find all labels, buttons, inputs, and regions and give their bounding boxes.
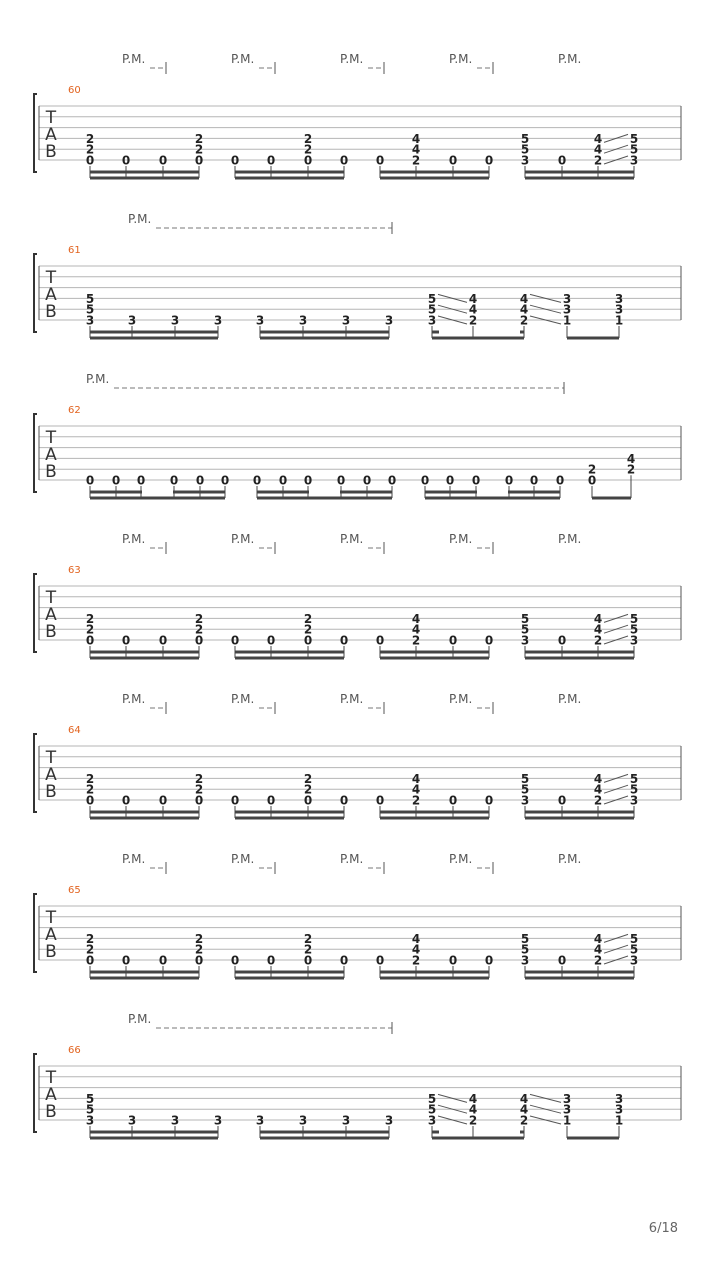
fret-number: 2 <box>194 131 204 146</box>
fret-number: 4 <box>593 131 603 146</box>
fret-number: 5 <box>85 291 95 306</box>
fret-number: 2 <box>85 611 95 626</box>
system-bracket <box>34 254 37 332</box>
palm-mute-label: P.M. <box>558 52 582 66</box>
palm-mute-label: P.M. <box>558 532 582 546</box>
fret-number: 4 <box>468 291 478 306</box>
fret-number: 3 <box>127 313 137 328</box>
palm-mute-label: P.M. <box>231 852 255 866</box>
fret-number: 0 <box>158 793 168 808</box>
page-number: 6/18 <box>648 1221 678 1236</box>
fret-number: 0 <box>375 793 385 808</box>
palm-mute-label: P.M. <box>128 1012 152 1026</box>
fret-number: 2 <box>593 633 603 648</box>
palm-mute-label: P.M. <box>340 52 364 66</box>
fret-number: 2 <box>194 771 204 786</box>
fret-number: 0 <box>303 953 313 968</box>
fret-number: 2 <box>303 622 313 637</box>
fret-number: 1 <box>562 313 572 328</box>
fret-number: 3 <box>562 291 572 306</box>
fret-number: 0 <box>387 473 397 488</box>
system-bracket <box>34 574 37 652</box>
fret-number: 0 <box>194 953 204 968</box>
fret-number: 2 <box>194 142 204 157</box>
fret-number: 4 <box>593 931 603 946</box>
fret-number: 5 <box>520 142 530 157</box>
measure-number: 64 <box>68 725 81 736</box>
fret-number: 0 <box>169 473 179 488</box>
fret-number: 4 <box>411 782 421 797</box>
fret-number: 3 <box>255 1113 265 1128</box>
fret-number: 5 <box>520 622 530 637</box>
measure-number: 65 <box>68 885 81 896</box>
fret-number: 2 <box>411 793 421 808</box>
fret-number: 2 <box>587 462 597 477</box>
fret-number: 0 <box>252 473 262 488</box>
fret-number: 0 <box>375 953 385 968</box>
tab-clef-letter: T <box>45 748 57 768</box>
fret-number: 0 <box>303 633 313 648</box>
fret-number: 2 <box>468 313 478 328</box>
fret-number: 3 <box>427 313 437 328</box>
fret-number: 2 <box>303 931 313 946</box>
tab-clef-letter: B <box>45 462 57 482</box>
fret-number: 3 <box>298 1113 308 1128</box>
tab-clef-letter: A <box>45 925 57 945</box>
fret-number: 3 <box>213 1113 223 1128</box>
fret-number: 0 <box>484 953 494 968</box>
fret-number: 0 <box>375 153 385 168</box>
fret-number: 2 <box>194 931 204 946</box>
fret-number: 3 <box>384 313 394 328</box>
fret-number: 5 <box>520 782 530 797</box>
fret-number: 3 <box>520 633 530 648</box>
palm-mute-label: P.M. <box>122 692 146 706</box>
fret-number: 3 <box>85 1113 95 1128</box>
fret-number: 3 <box>520 953 530 968</box>
fret-number: 3 <box>614 1102 624 1117</box>
fret-number: 0 <box>230 633 240 648</box>
tab-clef-letter: T <box>45 108 57 128</box>
fret-number: 3 <box>629 793 639 808</box>
tab-system <box>34 532 681 658</box>
fret-number: 3 <box>255 313 265 328</box>
palm-mute-label: P.M. <box>122 52 146 66</box>
fret-number: 4 <box>411 942 421 957</box>
fret-number: 4 <box>468 1091 478 1106</box>
system-bracket <box>34 1054 37 1132</box>
fret-number: 4 <box>593 142 603 157</box>
fret-number: 5 <box>629 942 639 957</box>
fret-number: 2 <box>194 611 204 626</box>
fret-number: 4 <box>411 931 421 946</box>
fret-number: 0 <box>448 953 458 968</box>
fret-number: 0 <box>266 633 276 648</box>
tab-clef-letter: A <box>45 445 57 465</box>
fret-number: 3 <box>298 313 308 328</box>
fret-number: 0 <box>121 953 131 968</box>
fret-number: 2 <box>85 931 95 946</box>
fret-number: 2 <box>303 771 313 786</box>
tab-clef-letter: B <box>45 782 57 802</box>
fret-number: 0 <box>230 793 240 808</box>
fret-number: 0 <box>158 633 168 648</box>
fret-number: 0 <box>448 153 458 168</box>
fret-number: 0 <box>111 473 121 488</box>
tab-clef-letter: B <box>45 302 57 322</box>
fret-number: 4 <box>519 302 529 317</box>
fret-number: 2 <box>85 622 95 637</box>
fret-number: 4 <box>593 771 603 786</box>
fret-number: 0 <box>194 793 204 808</box>
fret-number: 2 <box>303 782 313 797</box>
fret-number: 0 <box>230 953 240 968</box>
fret-number: 2 <box>85 131 95 146</box>
fret-number: 0 <box>158 153 168 168</box>
fret-number: 3 <box>562 1091 572 1106</box>
tab-clef-letter: B <box>45 622 57 642</box>
tab-clef-letter: T <box>45 268 57 288</box>
fret-number: 3 <box>85 313 95 328</box>
fret-number: 0 <box>266 793 276 808</box>
measure-number: 61 <box>68 245 81 256</box>
tab-clef-letter: T <box>45 908 57 928</box>
fret-number: 5 <box>520 931 530 946</box>
fret-number: 0 <box>303 153 313 168</box>
fret-number: 0 <box>303 473 313 488</box>
fret-number: 4 <box>593 942 603 957</box>
fret-number: 2 <box>85 782 95 797</box>
fret-number: 2 <box>593 793 603 808</box>
fret-number: 0 <box>85 473 95 488</box>
fret-number: 1 <box>562 1113 572 1128</box>
fret-number: 4 <box>593 782 603 797</box>
fret-number: 0 <box>158 953 168 968</box>
palm-mute-label: P.M. <box>231 692 255 706</box>
fret-number: 0 <box>85 633 95 648</box>
fret-number: 5 <box>427 1091 437 1106</box>
fret-number: 2 <box>468 1113 478 1128</box>
fret-number: 0 <box>230 153 240 168</box>
fret-number: 5 <box>629 782 639 797</box>
fret-number: 2 <box>194 942 204 957</box>
tab-clef-letter: T <box>45 1068 57 1088</box>
fret-number: 5 <box>427 302 437 317</box>
palm-mute-label: P.M. <box>558 852 582 866</box>
fret-number: 1 <box>614 1113 624 1128</box>
fret-number: 0 <box>529 473 539 488</box>
fret-number: 4 <box>411 131 421 146</box>
fret-number: 0 <box>557 153 567 168</box>
fret-number: 0 <box>504 473 514 488</box>
fret-number: 3 <box>520 793 530 808</box>
fret-number: 2 <box>303 942 313 957</box>
fret-number: 5 <box>629 131 639 146</box>
fret-number: 0 <box>339 633 349 648</box>
fret-number: 2 <box>303 142 313 157</box>
fret-number: 3 <box>629 633 639 648</box>
fret-number: 3 <box>629 953 639 968</box>
fret-number: 0 <box>484 633 494 648</box>
fret-number: 4 <box>519 1102 529 1117</box>
fret-number: 0 <box>121 153 131 168</box>
fret-number: 4 <box>411 622 421 637</box>
fret-number: 0 <box>278 473 288 488</box>
tab-clef-letter: T <box>45 428 57 448</box>
system-bracket <box>34 734 37 812</box>
fret-number: 5 <box>427 1102 437 1117</box>
tab-clef-letter: A <box>45 765 57 785</box>
fret-number: 0 <box>484 793 494 808</box>
system-bracket <box>34 894 37 972</box>
fret-number: 3 <box>170 1113 180 1128</box>
fret-number: 0 <box>420 473 430 488</box>
fret-number: 2 <box>303 611 313 626</box>
fret-number: 3 <box>384 1113 394 1128</box>
tab-system <box>34 1012 681 1138</box>
fret-number: 4 <box>411 771 421 786</box>
measure-number: 60 <box>68 85 81 96</box>
tab-system <box>34 692 681 818</box>
tab-system <box>34 372 681 498</box>
fret-number: 4 <box>626 451 636 466</box>
fret-number: 3 <box>562 1102 572 1117</box>
tab-clef-letter: B <box>45 942 57 962</box>
fret-number: 0 <box>557 633 567 648</box>
fret-number: 5 <box>629 931 639 946</box>
fret-number: 2 <box>85 142 95 157</box>
fret-number: 0 <box>266 153 276 168</box>
fret-number: 5 <box>520 611 530 626</box>
fret-number: 0 <box>339 793 349 808</box>
fret-number: 0 <box>194 153 204 168</box>
fret-number: 0 <box>557 793 567 808</box>
tab-clef-letter: A <box>45 605 57 625</box>
tab-system <box>34 212 681 338</box>
palm-mute-label: P.M. <box>340 532 364 546</box>
palm-mute-label: P.M. <box>340 692 364 706</box>
fret-number: 2 <box>411 153 421 168</box>
palm-mute-label: P.M. <box>128 212 152 226</box>
fret-number: 3 <box>614 291 624 306</box>
palm-mute-label: P.M. <box>558 692 582 706</box>
palm-mute-label: P.M. <box>449 52 473 66</box>
fret-number: 0 <box>336 473 346 488</box>
fret-number: 0 <box>555 473 565 488</box>
fret-number: 0 <box>195 473 205 488</box>
fret-number: 2 <box>519 313 529 328</box>
fret-number: 5 <box>85 1091 95 1106</box>
fret-number: 0 <box>266 953 276 968</box>
fret-number: 3 <box>427 1113 437 1128</box>
fret-number: 4 <box>519 291 529 306</box>
fret-number: 0 <box>362 473 372 488</box>
fret-number: 2 <box>593 953 603 968</box>
fret-number: 0 <box>339 953 349 968</box>
tab-clef-letter: A <box>45 125 57 145</box>
measure-number: 63 <box>68 565 81 576</box>
tab-system <box>34 852 681 978</box>
palm-mute-label: P.M. <box>340 852 364 866</box>
fret-number: 4 <box>411 142 421 157</box>
tab-system <box>34 52 681 178</box>
fret-number: 0 <box>121 793 131 808</box>
palm-mute-label: P.M. <box>449 852 473 866</box>
fret-number: 3 <box>629 153 639 168</box>
palm-mute-label: P.M. <box>449 692 473 706</box>
fret-number: 4 <box>593 611 603 626</box>
fret-number: 0 <box>220 473 230 488</box>
palm-mute-label: P.M. <box>231 52 255 66</box>
fret-number: 2 <box>593 153 603 168</box>
fret-number: 0 <box>448 633 458 648</box>
fret-number: 2 <box>303 131 313 146</box>
fret-number: 3 <box>341 1113 351 1128</box>
fret-number: 0 <box>448 793 458 808</box>
fret-number: 2 <box>194 782 204 797</box>
fret-number: 0 <box>85 793 95 808</box>
fret-number: 2 <box>519 1113 529 1128</box>
fret-number: 4 <box>519 1091 529 1106</box>
fret-number: 0 <box>557 953 567 968</box>
fret-number: 4 <box>468 302 478 317</box>
fret-number: 2 <box>411 633 421 648</box>
fret-number: 0 <box>85 153 95 168</box>
fret-number: 5 <box>520 771 530 786</box>
fret-number: 0 <box>339 153 349 168</box>
fret-number: 0 <box>136 473 146 488</box>
fret-number: 0 <box>121 633 131 648</box>
tab-clef-letter: B <box>45 142 57 162</box>
fret-number: 5 <box>629 622 639 637</box>
fret-number: 3 <box>614 1091 624 1106</box>
tab-clef-letter: A <box>45 285 57 305</box>
fret-number: 5 <box>629 142 639 157</box>
fret-number: 2 <box>85 942 95 957</box>
fret-number: 5 <box>85 1102 95 1117</box>
fret-number: 0 <box>85 953 95 968</box>
palm-mute-label: P.M. <box>122 852 146 866</box>
fret-number: 5 <box>520 942 530 957</box>
fret-number: 3 <box>170 313 180 328</box>
fret-number: 4 <box>468 1102 478 1117</box>
fret-number: 0 <box>587 473 597 488</box>
measure-number: 62 <box>68 405 81 416</box>
palm-mute-label: P.M. <box>231 532 255 546</box>
fret-number: 2 <box>411 953 421 968</box>
fret-number: 3 <box>520 153 530 168</box>
palm-mute-label: P.M. <box>86 372 110 386</box>
fret-number: 2 <box>194 622 204 637</box>
palm-mute-label: P.M. <box>122 532 146 546</box>
measure-number: 66 <box>68 1045 81 1056</box>
fret-number: 3 <box>562 302 572 317</box>
fret-number: 5 <box>85 302 95 317</box>
fret-number: 0 <box>194 633 204 648</box>
fret-number: 5 <box>629 611 639 626</box>
fret-number: 0 <box>303 793 313 808</box>
fret-number: 0 <box>471 473 481 488</box>
fret-number: 3 <box>127 1113 137 1128</box>
fret-number: 2 <box>626 462 636 477</box>
system-bracket <box>34 414 37 492</box>
fret-number: 0 <box>375 633 385 648</box>
palm-mute-label: P.M. <box>449 532 473 546</box>
fret-number: 3 <box>614 302 624 317</box>
tab-clef-letter: A <box>45 1085 57 1105</box>
fret-number: 2 <box>85 771 95 786</box>
system-bracket <box>34 94 37 172</box>
fret-number: 1 <box>614 313 624 328</box>
fret-number: 0 <box>445 473 455 488</box>
fret-number: 4 <box>593 622 603 637</box>
tab-clef-letter: B <box>45 1102 57 1122</box>
fret-number: 5 <box>520 131 530 146</box>
tab-clef-letter: T <box>45 588 57 608</box>
fret-number: 3 <box>213 313 223 328</box>
fret-number: 3 <box>341 313 351 328</box>
fret-number: 0 <box>484 153 494 168</box>
fret-number: 5 <box>629 771 639 786</box>
fret-number: 4 <box>411 611 421 626</box>
fret-number: 5 <box>427 291 437 306</box>
